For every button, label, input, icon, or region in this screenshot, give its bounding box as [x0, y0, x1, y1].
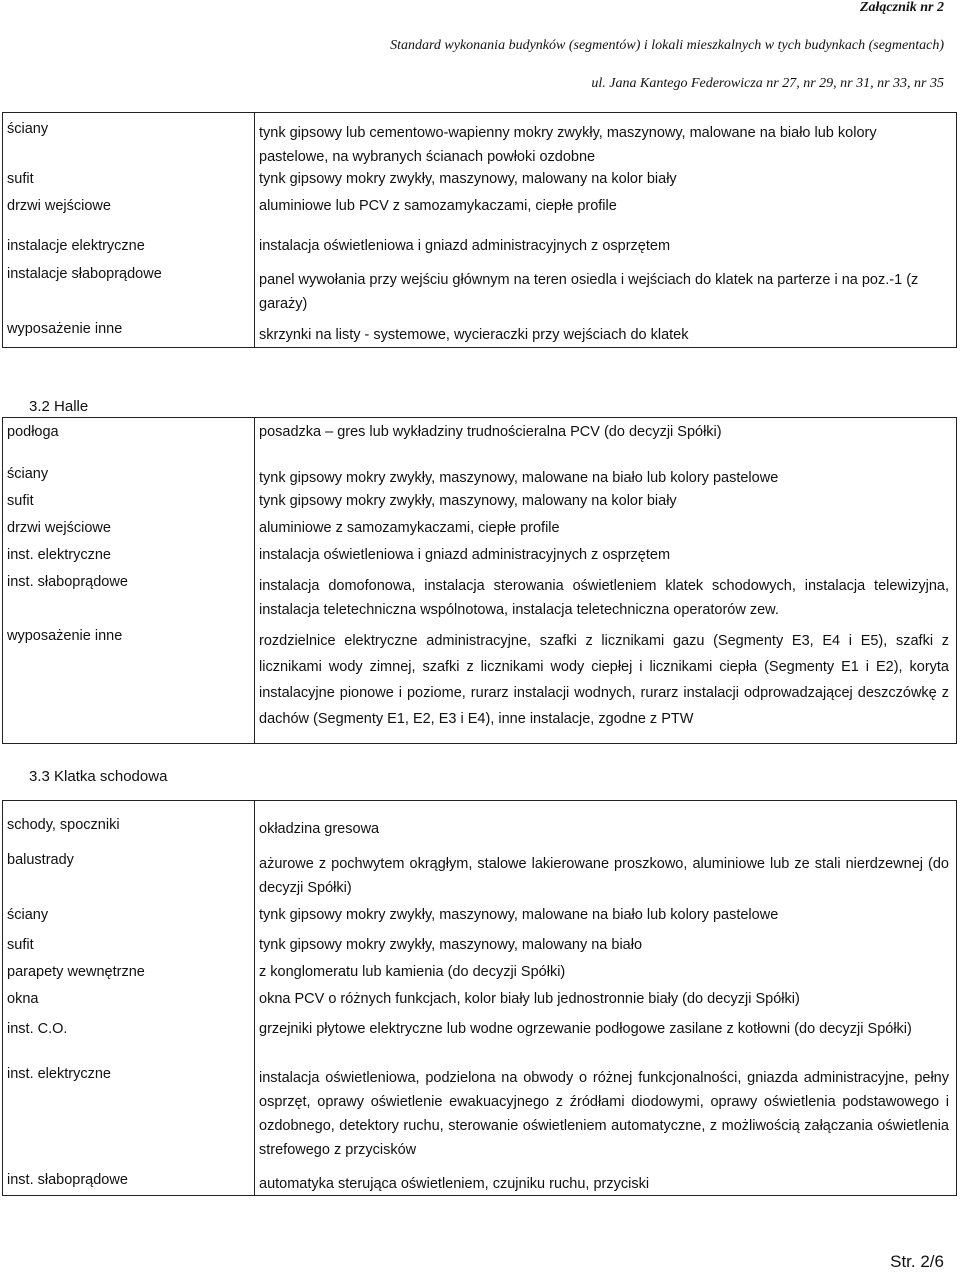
row-label: wyposażenie inne [7, 628, 123, 644]
row-value: okładzina gresowa [259, 821, 380, 837]
table-common-parts [2, 112, 957, 348]
row-value: automatyka sterująca oświetleniem, czujniku ruchu, przyciski [259, 1176, 650, 1192]
row-label: ściany [7, 121, 49, 137]
row-value: instalacja oświetleniowa i gniazd administracyjnych z osprzętem [259, 547, 671, 563]
row-label: parapety wewnętrzne [7, 964, 145, 980]
row-label: inst. C.O. [7, 1021, 68, 1037]
row-value: posadzka – gres lub wykładziny trudnościeralna PCV (do decyzji Spółki) [259, 424, 722, 440]
row-label: drzwi wejściowe [7, 520, 111, 536]
row-label: sufit [7, 937, 34, 953]
section-title-halle: 3.2 Halle [29, 398, 89, 415]
row-label: inst. elektryczne [7, 1066, 111, 1082]
document-title: Standard wykonania budynków (segmentów) i lokali mieszkalnych w tych budynkach (segmentach) [390, 38, 944, 53]
row-label: podłoga [7, 424, 59, 440]
row-label: instalacje elektryczne [7, 238, 145, 254]
row-value: tynk gipsowy mokry zwykły, maszynowy, malowane na biało lub kolory pastelowe [259, 907, 779, 923]
row-label: drzwi wejściowe [7, 198, 111, 214]
row-value: tynk gipsowy mokry zwykły, maszynowy, malowany na biało [259, 937, 643, 953]
row-value: okna PCV o różnych funkcjach, kolor biały lub jednostronnie biały (do decyzji Spółki) [259, 991, 800, 1007]
table-stairwell [2, 800, 957, 1196]
row-label: instalacje słaboprądowe [7, 266, 162, 282]
row-value: instalacja oświetleniowa i gniazd administracyjnych z osprzętem [259, 238, 671, 254]
annex-label: Załącznik nr 2 [859, 0, 944, 15]
row-value: tynk gipsowy mokry zwykły, maszynowy, malowany na kolor biały [259, 493, 677, 509]
row-label: okna [7, 991, 39, 1007]
row-value: skrzynki na listy - systemowe, wycieraczki przy wejściach do klatek [259, 327, 689, 343]
row-value: tynk gipsowy lub cementowo-wapienny mokry zwykły, maszynowy, malowane na biało lub kolory pastelowe, na wybranych ścianach powłoki ozdobne [259, 125, 877, 165]
row-label: sufit [7, 171, 34, 187]
row-value: ażurowe z pochwytem okrągłym, stalowe lakierowane proszkowo, aluminiowe lub ze stali nierdzewnej (do decyzji Spółki) [259, 856, 949, 896]
row-value: panel wywołania przy wejściu głównym na teren osiedla i wejściach do klatek na parterze i na poz.-1 (z garaży) [259, 272, 919, 312]
row-label: ściany [7, 466, 49, 482]
row-value: tynk gipsowy mokry zwykły, maszynowy, malowany na kolor biały [259, 171, 677, 187]
page-number: Str. 2/6 [890, 1252, 944, 1271]
row-value: aluminiowe z samozamykaczami, ciepłe profile [259, 520, 560, 536]
row-value: aluminiowe lub PCV z samozamykaczami, ciepłe profile [259, 198, 617, 214]
address-line: ul. Jana Kantego Federowicza nr 27, nr 29, nr 31, nr 33, nr 35 [591, 76, 944, 91]
row-value: instalacja oświetleniowa, podzielona na obwody o różnej funkcjonalności, gniazda administracyjne, pełny osprzęt, oprawy oświetlenie ewakuacyjnego z źródłami diodowymi, oprawy oświetlenia podstawowego i ozdobnego, detektory ruchu, sterowanie oświetleniem automatyczne, z możliwością załączania oświetlenia strefowego z przycisków [259, 1070, 949, 1158]
table-halle [2, 417, 957, 744]
row-label: wyposażenie inne [7, 321, 123, 337]
row-label: inst. słaboprądowe [7, 574, 128, 590]
row-value: tynk gipsowy mokry zwykły, maszynowy, malowane na biało lub kolory pastelowe [259, 470, 779, 486]
row-label: inst. elektryczne [7, 547, 111, 563]
row-label: ściany [7, 907, 49, 923]
row-label: inst. słaboprądowe [7, 1172, 128, 1188]
row-value: z konglomeratu lub kamienia (do decyzji Spółki) [259, 964, 566, 980]
row-value: rozdzielnice elektryczne administracyjne, szafki z licznikami gazu (Segmenty E3, E4 i E5), szafki z licznikami wody zimnej, szafki z licznikami wody ciepłej i licznikami ciepła (Segmenty E1 i E2), koryta instalacyjne pionowe i poziome, rurarz instalacji wodnych, rurarz instalacji odprowadzającej deszczówkę z dachów (Segmenty E1, E2, E3 i E4), inne instalacje, zgodne z PTW [259, 633, 949, 727]
row-label: balustrady [7, 852, 74, 868]
row-value: grzejniki płytowe elektryczne lub wodne ogrzewanie podłogowe zasilane z kotłowni (do decyzji Spółki) [259, 1021, 912, 1037]
row-label: schody, spoczniki [7, 817, 120, 833]
row-label: sufit [7, 493, 34, 509]
row-value: instalacja domofonowa, instalacja sterowania oświetleniem klatek schodowych, instalacja telewizyjna, instalacja teletechniczna wspólnotowa, instalacja teletechniczna operatorów zew. [259, 578, 949, 618]
section-title-stairwell: 3.3 Klatka schodowa [29, 768, 168, 785]
